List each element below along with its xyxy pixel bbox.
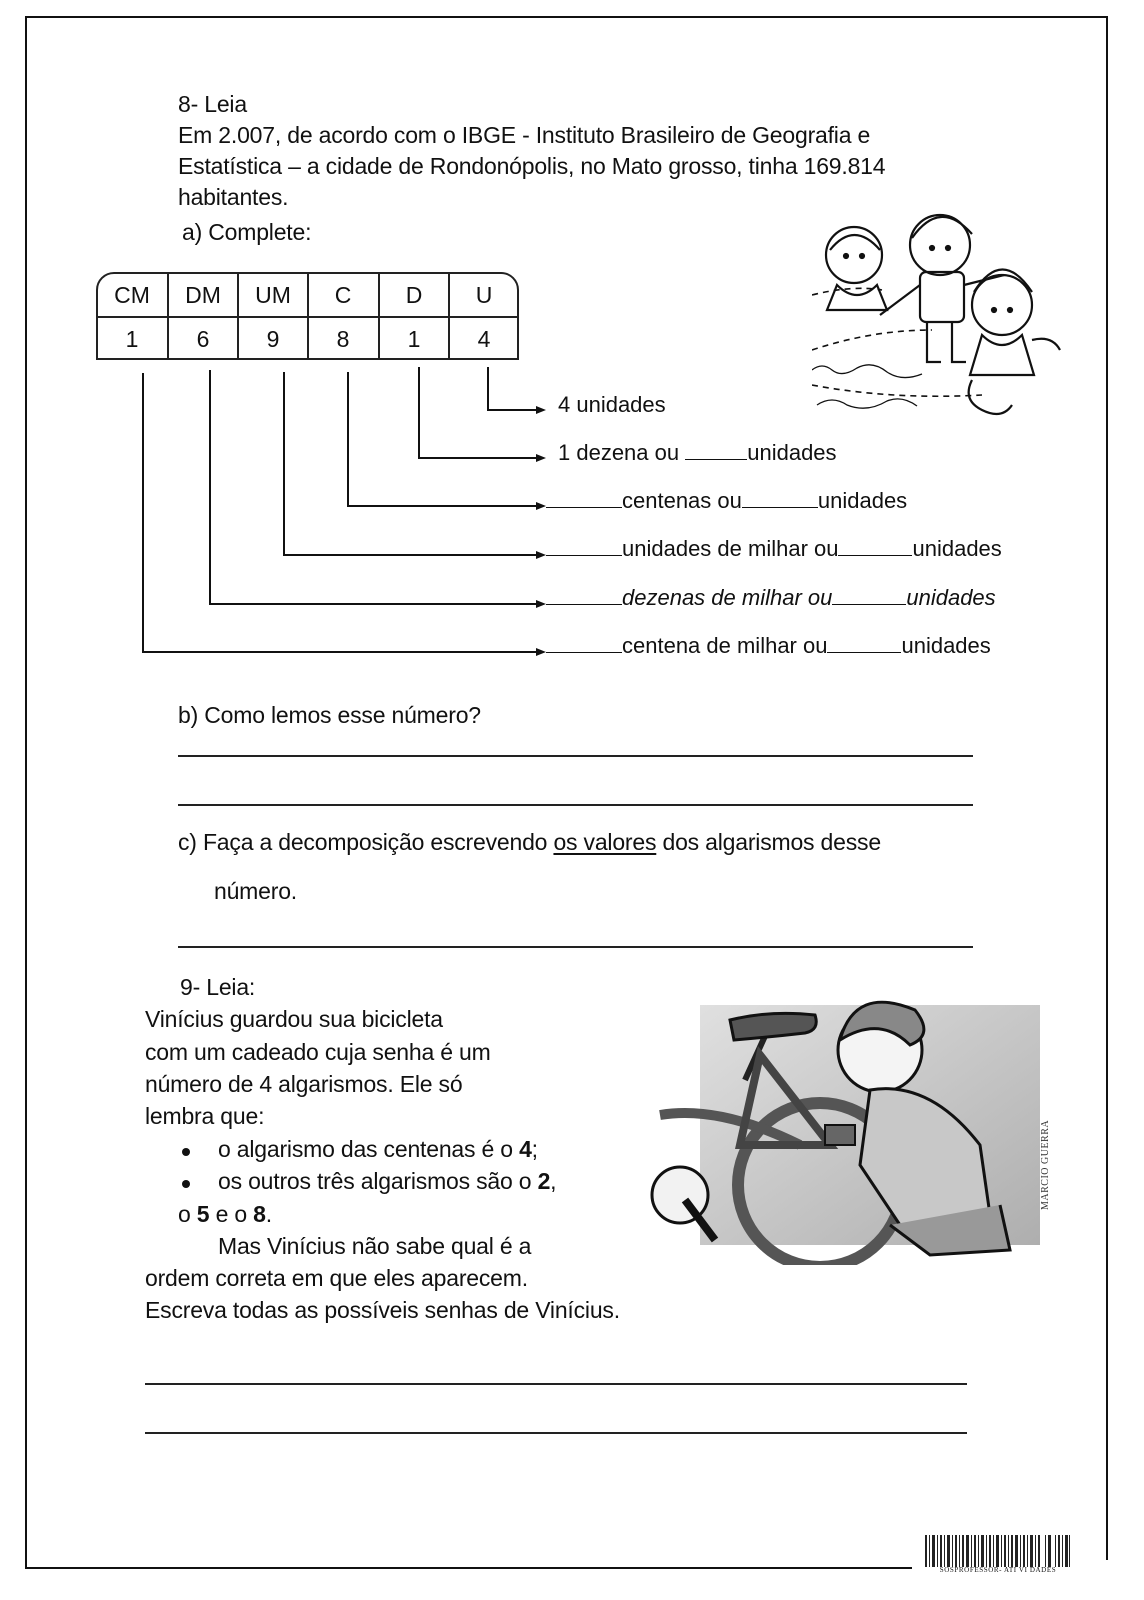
answer-line[interactable]	[178, 946, 973, 948]
table-header-dm: DM	[185, 281, 221, 308]
question9-paragraph-line: Vinícius guardou sua bicicleta	[145, 1006, 443, 1032]
question8-heading: 8- Leia	[178, 91, 247, 117]
answer-line[interactable]	[178, 804, 973, 806]
bullet-item: os outros três algarismos são o 2,	[218, 1168, 557, 1194]
answer-line[interactable]	[178, 755, 973, 757]
answer-blank[interactable]	[685, 441, 747, 460]
answer-blank[interactable]	[838, 537, 912, 556]
question8-paragraph-line: Estatística – a cidade de Rondonópolis, no Mato grosso, tinha 169.814	[178, 153, 886, 179]
answer-blank[interactable]	[832, 586, 906, 605]
table-value-um: 9	[266, 325, 280, 352]
answer-blank[interactable]	[742, 489, 818, 508]
bullet-continuation: o 5 e o 8.	[178, 1201, 272, 1227]
bullet-icon	[182, 1148, 190, 1156]
part-b-label: b) Como lemos esse número?	[178, 702, 481, 728]
bullet-item: o algarismo das centenas é o 4;	[218, 1136, 538, 1162]
table-value-u: 4	[477, 325, 491, 352]
question9-heading: 9- Leia:	[180, 974, 256, 1000]
part-a-label: a) Complete:	[182, 219, 312, 245]
question9-closing-line: Mas Vinícius não sabe qual é a	[218, 1233, 532, 1259]
question9-paragraph-line: número de 4 algarismos. Ele só	[145, 1071, 463, 1097]
question9-paragraph-line: lembra que:	[145, 1103, 265, 1129]
fill-item-ten-thousands: dezenas de milhar ou unidades	[546, 585, 996, 611]
fill-item-hundreds: centenas ou unidades	[546, 488, 907, 514]
answer-blank[interactable]	[546, 634, 622, 653]
answer-blank[interactable]	[546, 586, 622, 605]
answer-blank[interactable]	[546, 489, 622, 508]
question9-paragraph-line: com um cadeado cuja senha é um	[145, 1039, 491, 1065]
table-header-d: D	[405, 281, 423, 308]
fill-item-hundred-thousands: centena de milhar ou unidades	[546, 633, 991, 659]
question9-closing-line: ordem correta em que eles aparecem.	[145, 1265, 528, 1291]
fill-item-tens: 1 dezena ou unidades	[558, 440, 837, 465]
table-value-dm: 6	[196, 325, 210, 352]
table-header-cm: CM	[114, 281, 150, 308]
illustration-credit: MARCIO GUERRA	[1040, 1119, 1051, 1210]
children-illustration	[812, 200, 1062, 422]
table-value-cm: 1	[125, 325, 139, 352]
barcode-text: SOSPROFESSOR- ATI VI DADES	[939, 1566, 1057, 1574]
answer-line[interactable]	[145, 1432, 967, 1434]
fill-item-thousands: unidades de milhar ou unidades	[546, 536, 1002, 562]
question9-closing-line: Escreva todas as possíveis senhas de Vinícius.	[145, 1297, 620, 1323]
barcode-icon	[925, 1535, 1071, 1567]
part-c-label-line2: número.	[214, 878, 297, 904]
table-value-d: 1	[407, 325, 421, 352]
question8-paragraph-line: Em 2.007, de acordo com o IBGE - Instituto Brasileiro de Geografia e	[178, 122, 871, 148]
part-c-label: c) Faça a decomposição escrevendo os valores dos algarismos desse	[178, 829, 881, 855]
answer-blank[interactable]	[546, 537, 622, 556]
answer-blank[interactable]	[827, 634, 901, 653]
bullet-icon	[182, 1180, 190, 1188]
table-header-c: C	[334, 281, 352, 308]
table-value-c: 8	[336, 325, 350, 352]
table-header-um: UM	[255, 281, 291, 308]
fill-item-units: 4 unidades	[558, 392, 666, 417]
boy-bicycle-illustration	[630, 985, 1055, 1265]
question8-paragraph-line: habitantes.	[178, 184, 289, 210]
table-header-u: U	[475, 281, 493, 308]
answer-line[interactable]	[145, 1383, 967, 1385]
